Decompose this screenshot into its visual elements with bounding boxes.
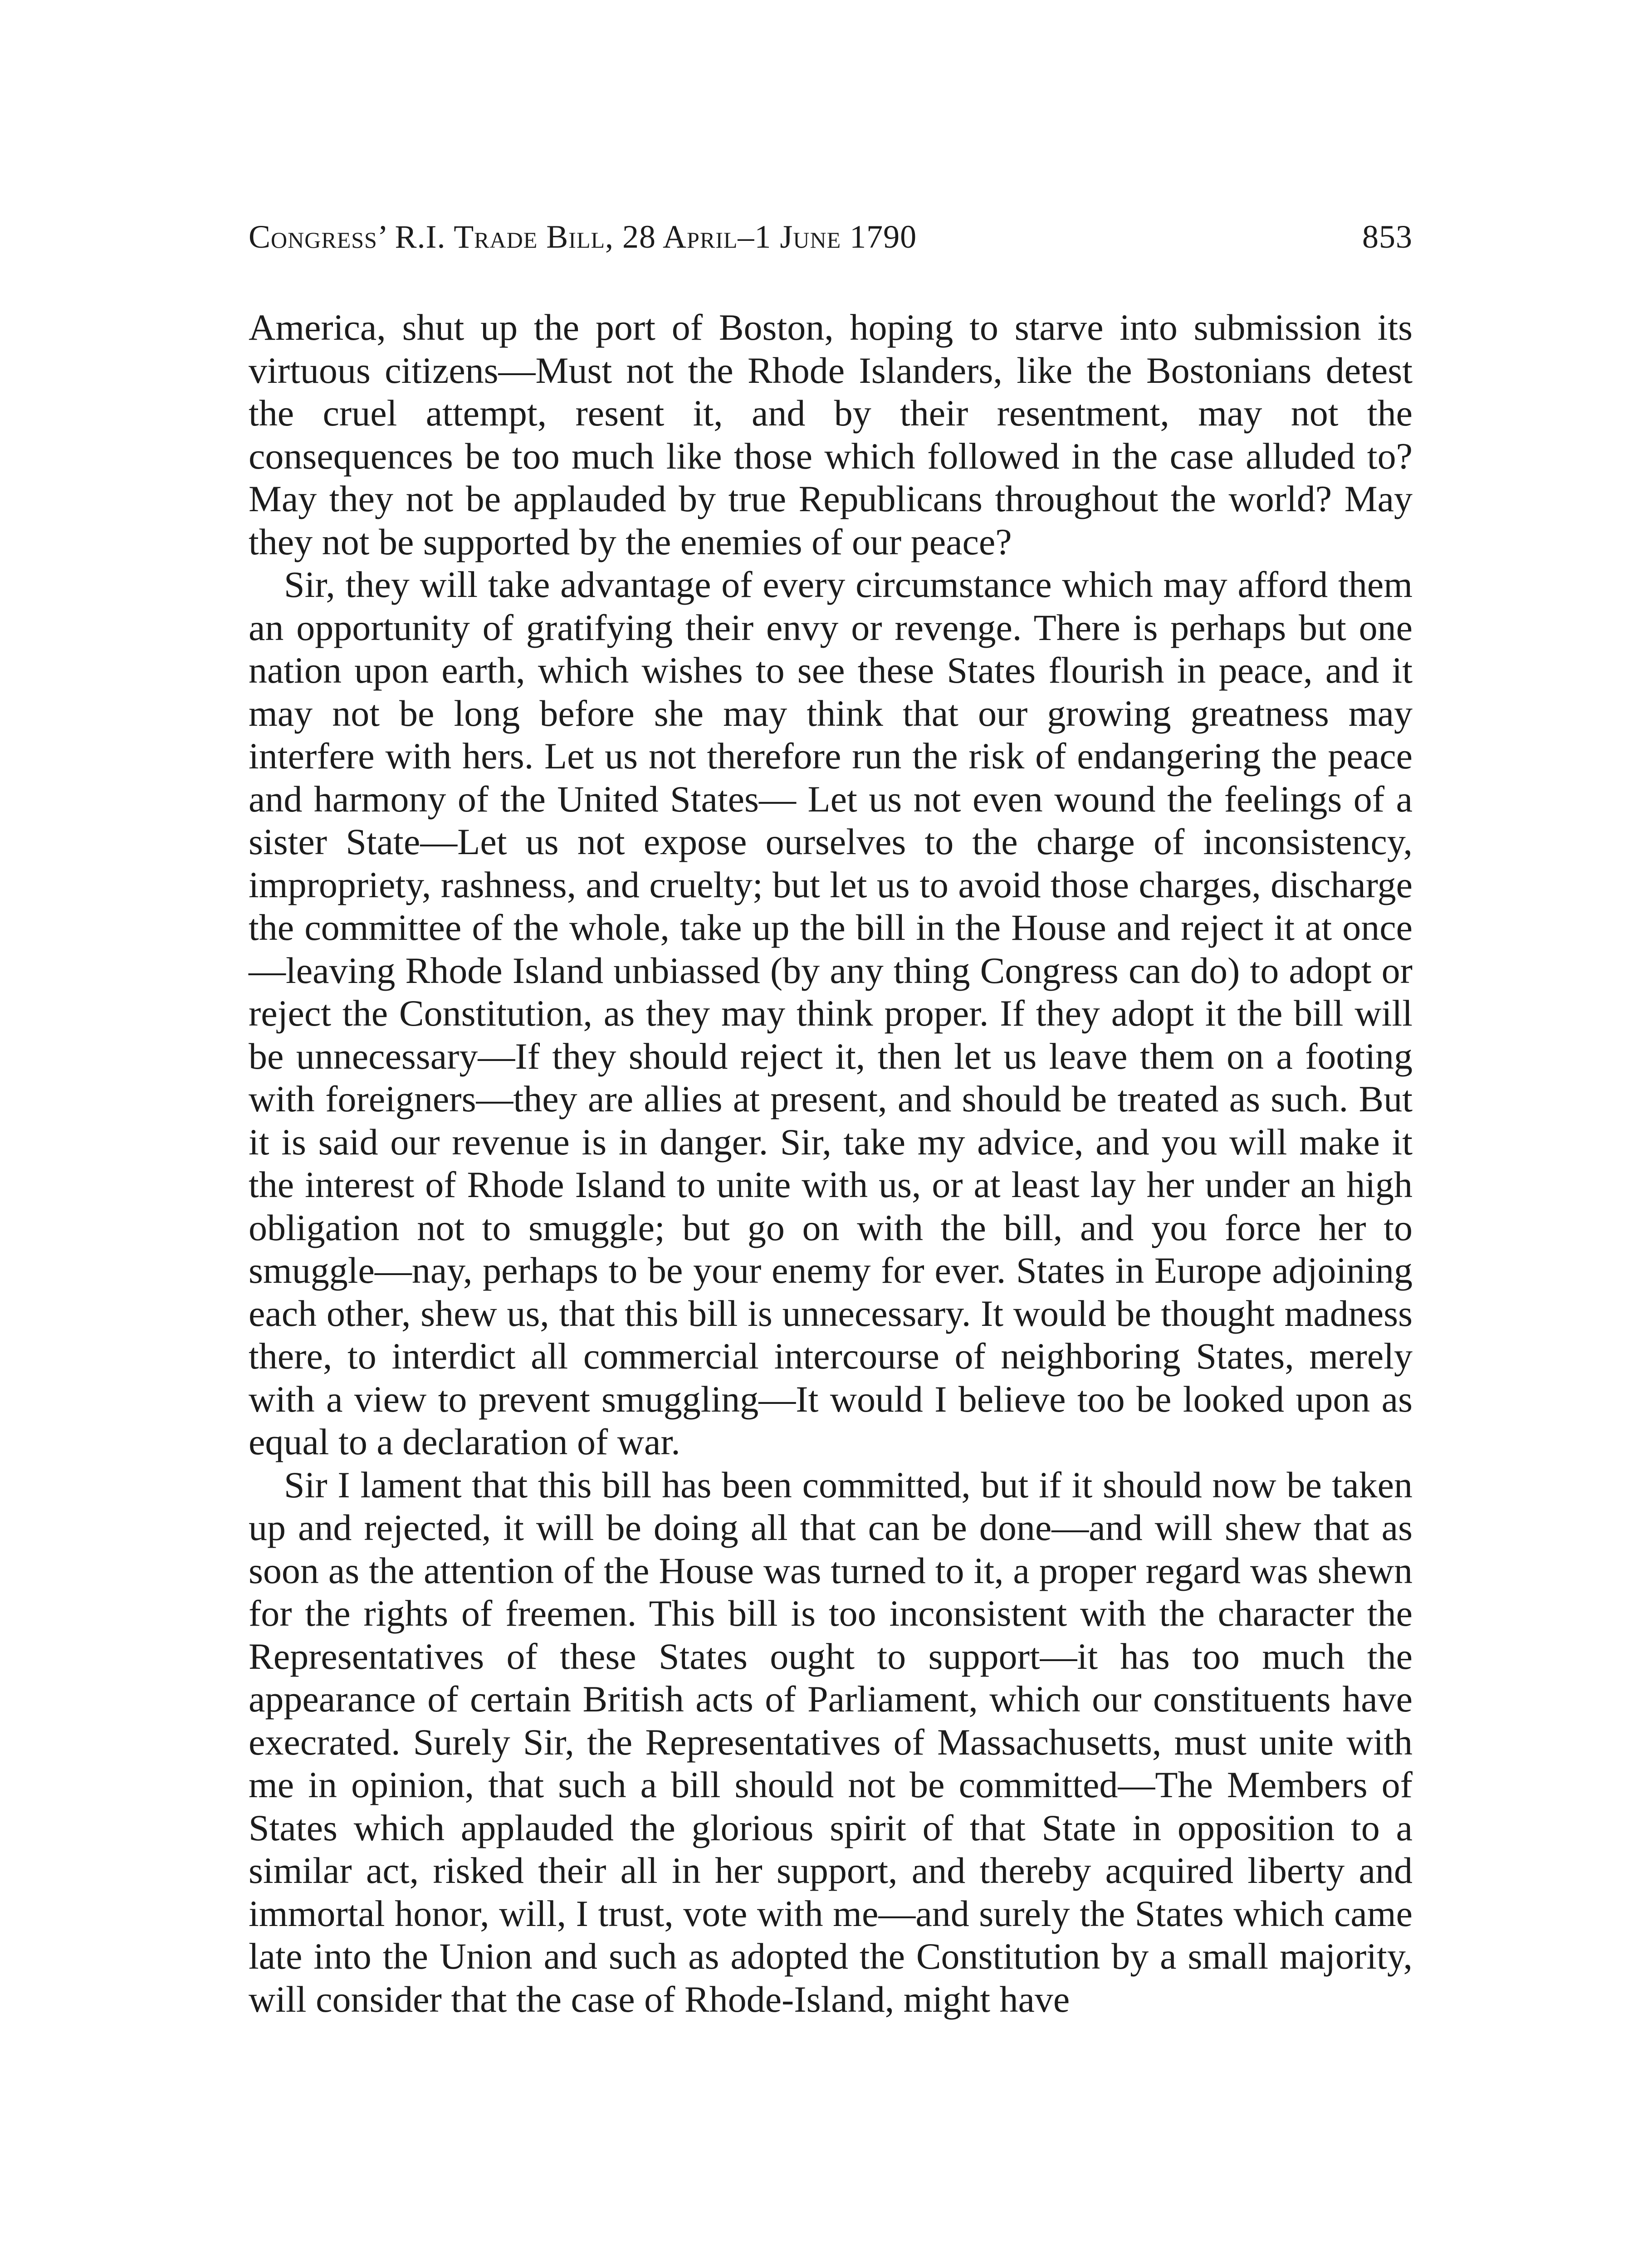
paragraph: Sir, they will take advantage of every circumstance which may afford them an opportunity of gratifying their envy or revenge. There is perhaps but one nation upon earth, which wishes to see these States flourish in peace, and it may not be long before she may think that our growing greatness may interfere with hers. Let us not therefore run the risk of endangering the peace and harmony of the United States— Let us not even wound the feelings of a sister State—Let us not expose ourselves to the charge of inconsistency, impropriety, rashness, and cruelty; but let us to avoid those charges, discharge the committee of the whole, take up the bill in the House and reject it at once—leaving Rhode Island unbiassed (by any thing Congress can do) to adopt or reject the Constitution, as they may think proper. If they adopt it the bill will be unnecessary—If they should reject it, then let us leave them on a footing with foreigners—they are allies at present, and should be treated as such. But it is said our revenue is in danger. Sir, take my advice, and you will make it the interest of Rhode Island to unite with us, or at least lay her under an high obligation not to smuggle; but go on with the bill, and you force her to smuggle—nay, perhaps to be your enemy for ever. States in Europe adjoining each other, shew us, that this bill is unnecessary. It would be thought madness there, to interdict all commercial intercourse of neighboring States, merely with a view to prevent smuggling—It would I believe too be looked upon as equal to a declaration of war.: [249, 564, 1413, 1462]
paragraph: Sir I lament that this bill has been committed, but if it should now be taken up and rejected, it will be doing all that can be done—and will shew that as soon as the attention of the House was turned to it, a proper regard was shewn for the rights of freemen. This bill is too inconsistent with the character the Representatives of these States ought to support—it has too much the appearance of certain British acts of Parliament, which our constituents have execrated. Surely Sir, the Representatives of Massachusetts, must unite with me in opinion, that such a bill should not be committed—The Members of States which applauded the glorious spirit of that State in opposition to a similar act, risked their all in her support, and thereby acquired liberty and immortal honor, will, I trust, vote with me—and surely the States which came late into the Union and such as adopted the Constitution by a small majority, will consider that the case of Rhode-Island, might have: [249, 1464, 1413, 2020]
paragraph-continuation: America, shut up the port of Boston, hoping to starve into submission its virtuous citizens—Must not the Rhode Islanders, like the Bostonians detest the cruel attempt, resent it, and by their resentment, may not the consequences be too much like those which followed in the case alluded to? May they not be applauded by true Republicans throughout the world? May they not be supported by the enemies of our peace?: [249, 307, 1413, 562]
page-number: 853: [1362, 219, 1413, 255]
body-text: [249, 306, 1413, 2021]
running-title: Congress’ R.I. Trade Bill, 28 April–1 June 1790: [249, 219, 917, 255]
running-head: [249, 218, 1413, 256]
